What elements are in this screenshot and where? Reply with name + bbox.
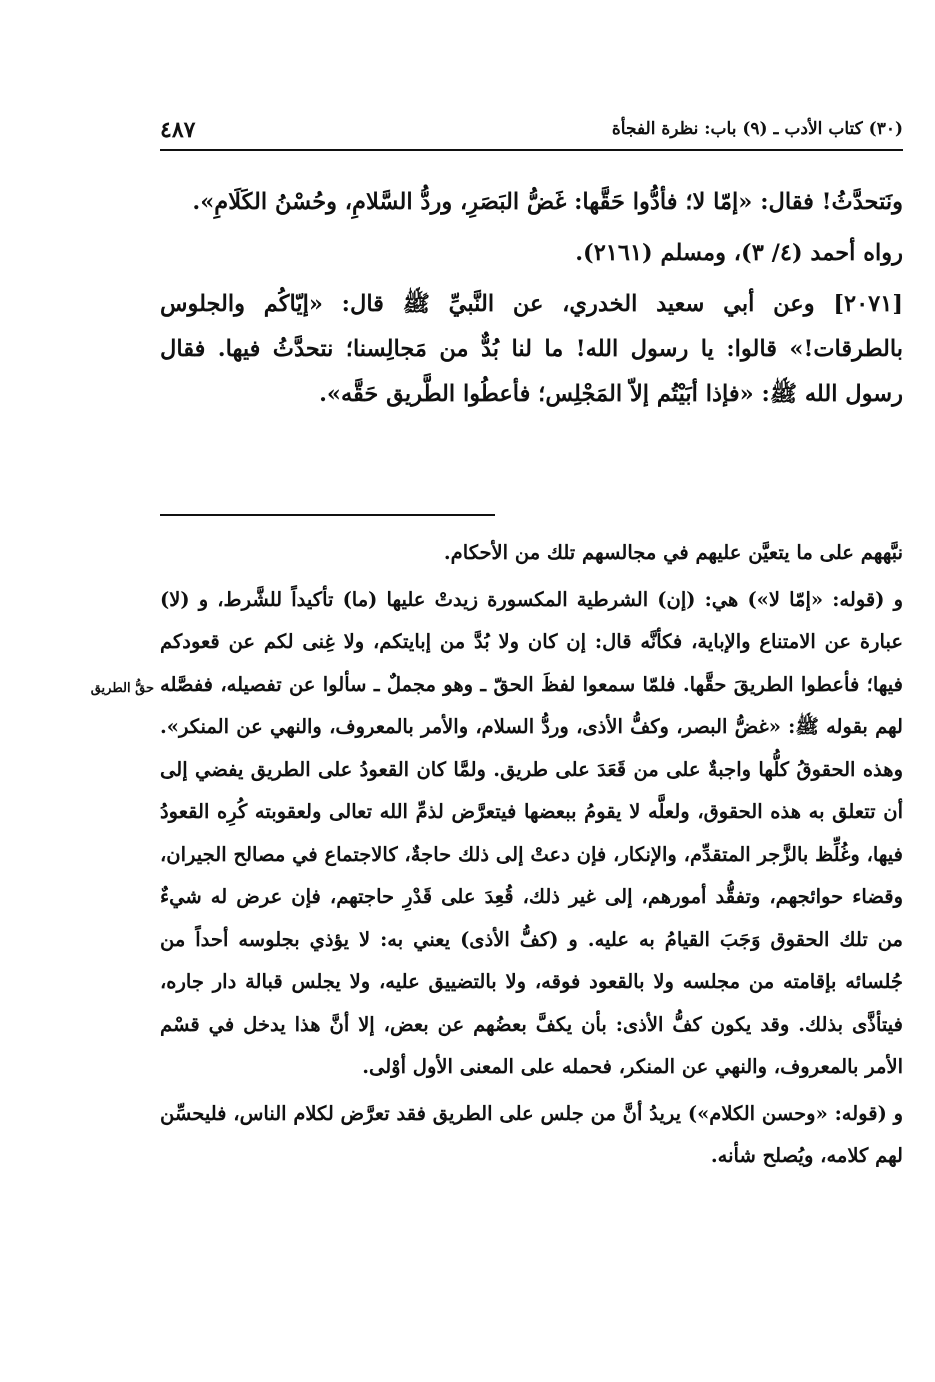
footnote-separator	[160, 514, 495, 516]
commentary-paragraph-1: نبَّههم على ما يتعيَّن عليهم في مجالسهم تلك من الأحكام.	[443, 541, 903, 564]
page-number: ٤٨٧	[160, 117, 196, 143]
hadith-paragraph-1: ونَتحدَّثُ! فقال: «إمّا لا؛ فأدُّوا حَقَّها: غَضُّ البَصَرِ، وردُّ السَّلامِ، وحُسْنُ الكَلَامِ».	[192, 189, 903, 215]
hadith-text	[160, 180, 903, 423]
page-header	[160, 115, 903, 151]
hadith-citation: رواه أحمد (٤/ ٣)، ومسلم (٢١٦١).	[575, 240, 903, 266]
commentary-paragraph-2: و (قوله: «إمّا لا») هي: (إن) الشرطية المكسورة زيدتْ عليها (ما) تأكيداً للشَّرط، و (لا) عبارة عن الامتناع والإباية، فكأنَّه قال: إن كان ولا بُدَّ من إبايتكم، ولا غِنى لكم عن قعودكم فيها؛ فأعطوا الطريقَ حقَّها. فلمّا سمعوا لفظَ الحقّ ـ وهو مجملٌ ـ سألوا عن تفصيله، ففصَّله لهم بقوله ﷺ: «غضُّ البصر، وكفُّ الأذى، وردُّ السلام، والأمر بالمعروف، والنهي عن المنكر». وهذه الحقوقُ كلُّها واجبةٌ على من قَعَدَ على طريق. ولمَّا كان القعودُ على الطريق يفضي إلى أن تتعلق به هذه الحقوق، ولعلَّه لا يقومُ ببعضها فيتعرَّض لذمِّ الله تعالى ولعقوبته كُرِه القعودُ فيها، وغُلِّظ بالزَّجر المتقدِّم، والإنكار، فإن دعتْ إلى ذلك حاجةٌ، كالاجتماع في مصالح الجيران، وقضاء حوائجهم، وتفقُّد أمورهم، إلى غير ذلك، قُعِدَ على قَدْرِ حاجتهم، فإن عرض له شيءٌ من تلك الحقوق وَجَبَ القيامُ به عليه. و (كفُّ الأذى) يعني به: لا يؤذي بجلوسه أحداً من جُلسائه بإقامته من مجلسه ولا بالقعود فوقه، ولا بالتضييق عليه، ولا يجلس قبالة دار جاره، فيتأذَّى بذلك. وقد يكون كفُّ الأذى: بأن يكفَّ بعضُهم عن بعض، إلا أنَّ هذا يدخل في قسْم الأمر بالمعروف، والنهي عن المنكر، فحمله على المعنى الأول أوْلى.	[160, 587, 903, 1078]
margin-heading: حقُّ الطريق	[90, 681, 154, 696]
commentary-paragraph-3: و (قوله: «وحسن الكلام») يريدُ أنَّ من جلس على الطريق فقد تعرَّض لكلام الناس، فليحسِّن لهم كلامه، ويُصلح شأنه.	[160, 1101, 903, 1167]
hadith-paragraph-2: [٢٠٧١] وعن أبي سعيد الخدري، عن النَّبيِّ ﷺ قال: «إيّاكُم والجلوس بالطرقات!» قالوا: يا رسول الله! ما لنا بُدٌّ من مَجالِسنا؛ نتحدَّثُ فيها. فقال رسول الله ﷺ: «فإذا أبَيْتُم إلاّ المَجْلِس؛ فأعطُوا الطَّريق حَقَّه».	[160, 291, 903, 407]
running-title: (٣٠) كتاب الأدب ـ (٩) باب: نظرة الفجأة	[611, 119, 903, 139]
commentary-text	[160, 532, 903, 1182]
